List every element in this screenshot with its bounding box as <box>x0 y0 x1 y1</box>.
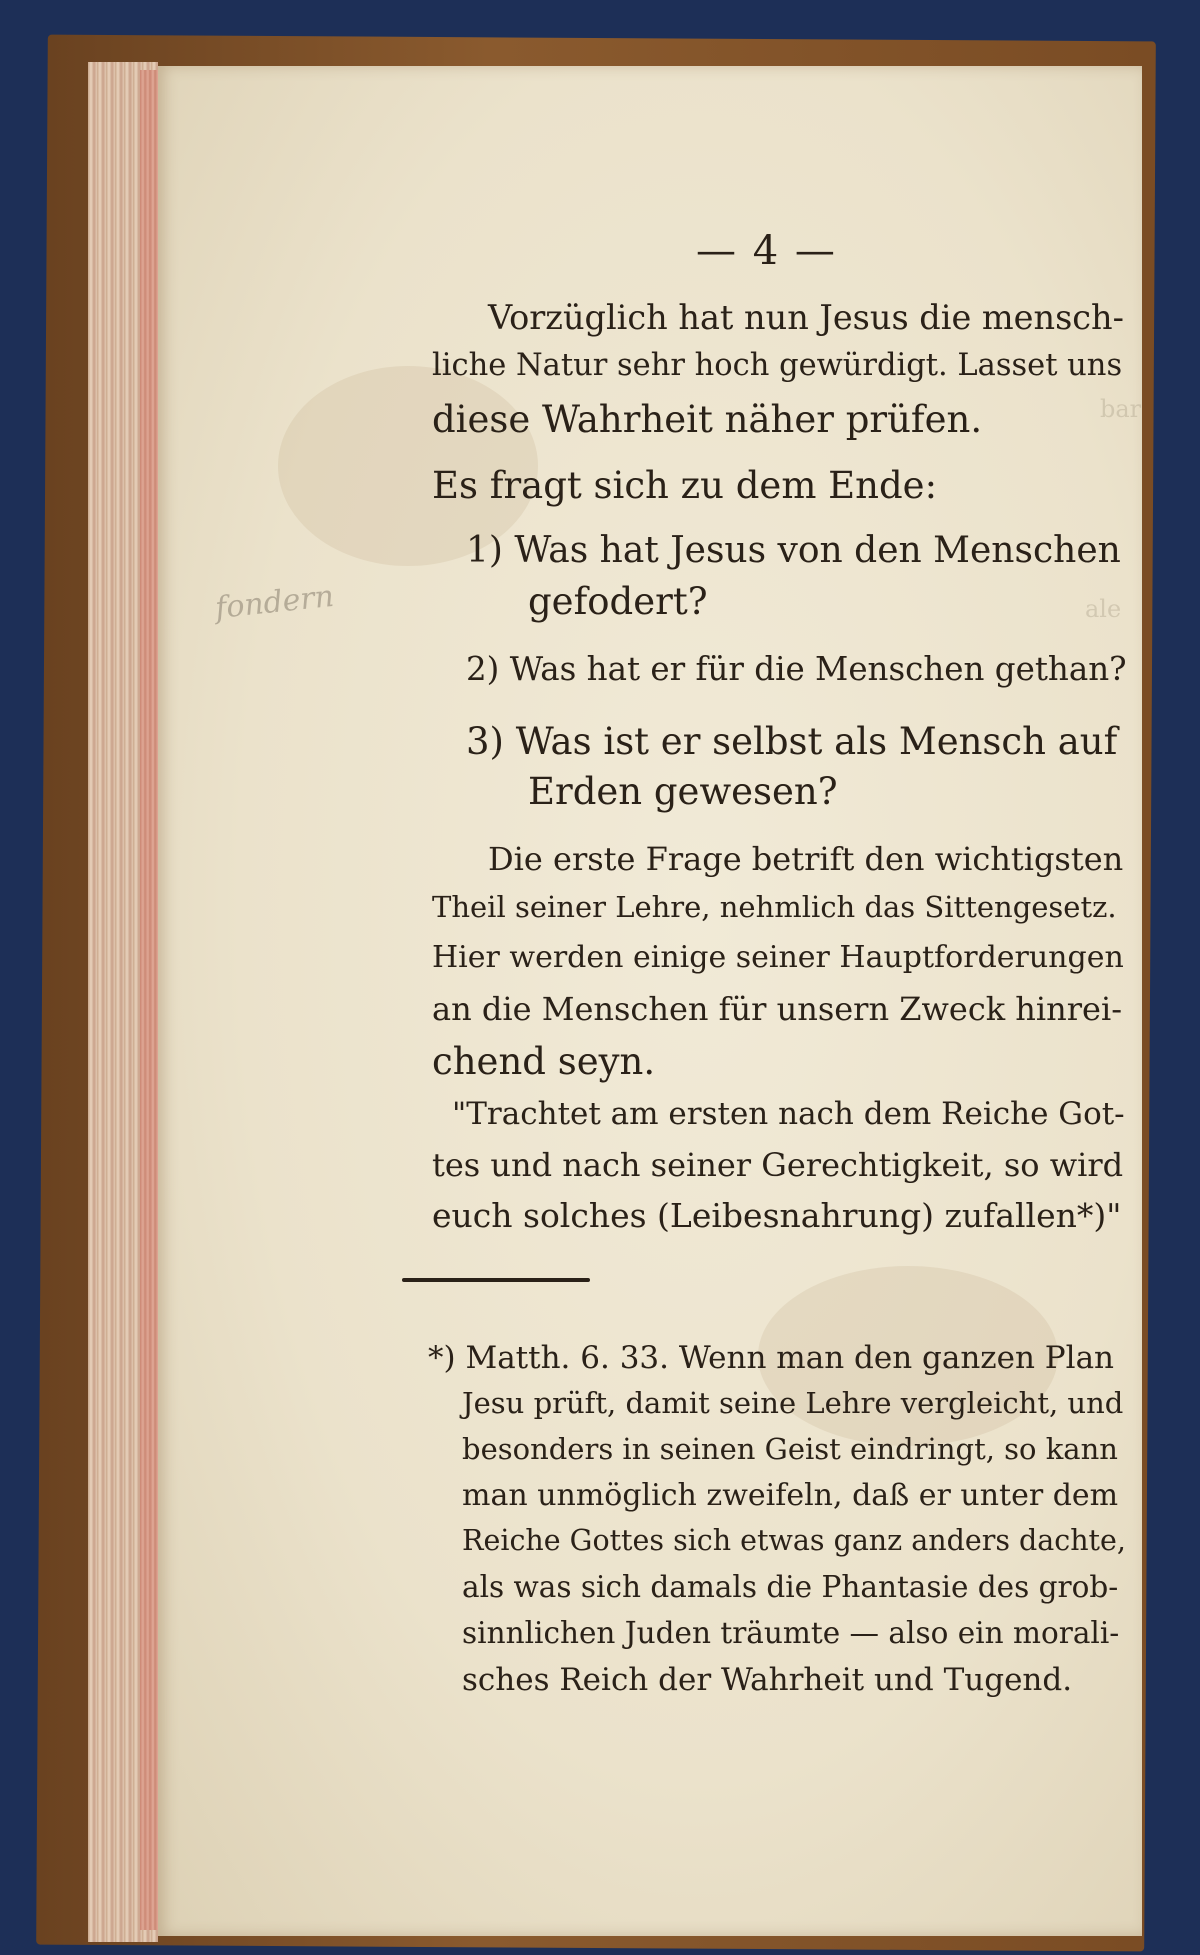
footnote-line: *) Matth. 6. 33. Wenn man den ganzen Plan <box>428 1340 1115 1376</box>
text-line: Die erste Frage betrift den wichtigsten <box>488 840 1124 878</box>
quote-line: euch solches (Leibesnahrung) zufallen*)" <box>432 1196 1122 1235</box>
text-line: an die Menschen für unsern Zweck hinrei- <box>432 990 1123 1028</box>
question-item: 1) Was hat Jesus von den Menschen <box>466 530 1121 571</box>
page-number: — 4 — <box>696 228 837 274</box>
text-line: Hier werden einige seiner Hauptforderungen <box>432 940 1124 975</box>
footnote-line: Jesu prüft, damit seine Lehre vergleicht, und <box>462 1386 1124 1420</box>
text-line: Vorzüglich hat nun Jesus die mensch- <box>488 298 1124 337</box>
quote-line: tes und nach seiner Gerechtigkeit, so wird <box>432 1146 1124 1184</box>
footnote-line: Reiche Gottes sich etwas ganz anders dachte, <box>462 1524 1126 1557</box>
question-item: 3) Was ist er selbst als Mensch auf <box>466 720 1118 763</box>
text-line: Theil seiner Lehre, nehmlich das Sittengesetz. <box>432 890 1117 924</box>
question-item: 2) Was hat er für die Menschen gethan? <box>466 650 1127 688</box>
footnote-line: sinnlichen Juden träumte — also ein morali- <box>462 1616 1120 1650</box>
text-line: chend seyn. <box>432 1040 656 1083</box>
show-through-text: ale <box>1085 595 1122 623</box>
question-item-continued: Erden gewesen? <box>528 770 838 813</box>
footnote-line: sches Reich der Wahrheit und Tugend. <box>462 1662 1073 1698</box>
question-item-continued: gefodert? <box>528 580 708 623</box>
text-line: diese Wahrheit näher prüfen. <box>432 398 983 441</box>
footnote-line: besonders in seinen Geist eindringt, so kann <box>462 1432 1118 1466</box>
show-through-text: bar <box>1100 395 1142 423</box>
footnote-rule <box>402 1278 590 1282</box>
text-line: liche Natur sehr hoch gewürdigt. Lasset uns <box>432 348 1123 383</box>
footnote-line: als was sich damals die Phantasie des grob- <box>462 1570 1119 1604</box>
footnote-line: man unmöglich zweifeln, daß er unter dem <box>462 1478 1119 1513</box>
handwritten-margin-note: fondern <box>213 578 336 627</box>
text-line: Es fragt sich zu dem Ende: <box>432 464 938 507</box>
quote-line: "Trachtet am ersten nach dem Reiche Got- <box>452 1096 1125 1132</box>
